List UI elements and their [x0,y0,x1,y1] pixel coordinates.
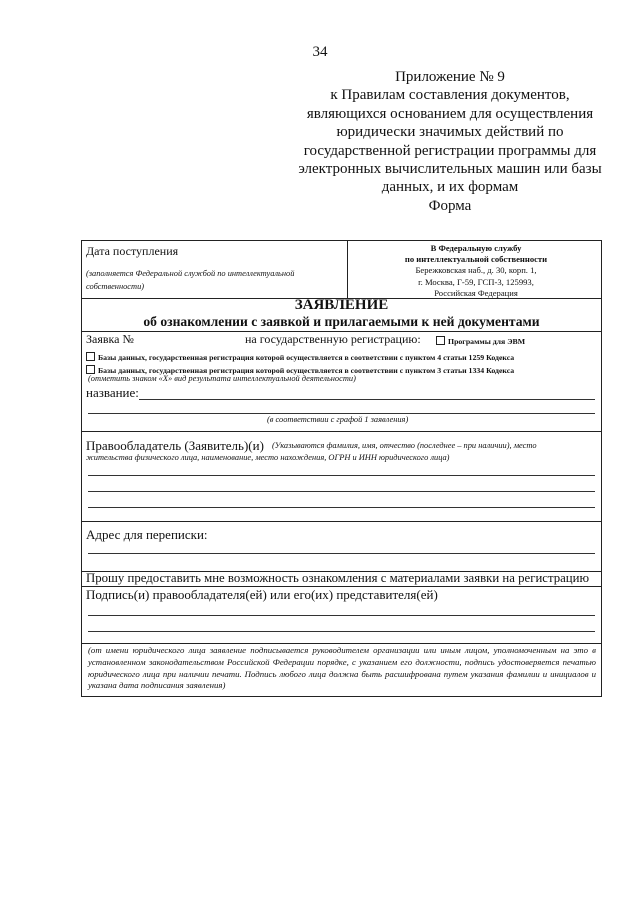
software-checkbox[interactable] [436,336,445,345]
appendix-line: юридически значимых действий по [336,124,564,141]
holder-note: жительства физического лица, наименование, место нахождения, ОГРН и ИНН юридического лица) [86,453,450,462]
appendix-line: электронных вычислительных машин или базы [298,161,602,178]
signature-note: (от имени юридического лица заявление подписывается руководителем организации или иным лицом, уполномоченным на это в установленном законодательством Российской Федерации порядке, с указанием его должности, подпись удостоверяется печатью юридического лица при наличии печати. Подпись любого лица должна быть расшифрована путем указания фамилии и инициалов и указана дата подписания заявления) [88,645,596,691]
recipient-line: по интеллектуальной собственности [404,254,548,265]
address-label: Адрес для переписки: [86,527,208,542]
name-field-line[interactable] [88,413,595,414]
appendix-line: к Правилам составления документов, [330,87,570,104]
signature-field-line[interactable] [88,615,595,616]
signature-field-line[interactable] [88,631,595,632]
address-field-line[interactable] [88,553,595,554]
appendix-line: данных, и их формам [381,179,519,196]
db-1334-option-label: Базы данных, государственная регистрация которой осуществляется в соответствии с пунктом 3 статьи 1334 Кодекса [98,366,515,375]
db-1259-checkbox[interactable] [86,352,95,361]
page-number: 34 [312,44,328,60]
appendix-header [280,68,620,215]
holder-field-line[interactable] [88,491,595,492]
db-1334-checkbox[interactable] [86,365,95,374]
recipient-line: г. Москва, Г-59, ГСП-3, 125993, [418,276,534,287]
request-text: Прошу предоставить мне возможность ознакомления с материалами заявки на регистрацию [86,571,590,585]
divider [347,241,348,298]
software-option [436,333,525,348]
recipient-line: В Федеральную службу [430,243,522,253]
registration-label: на государственную регистрацию: [245,332,421,346]
application-no-label: Заявка № [86,332,134,346]
db-1259-option-label: Базы данных, государственная регистрация которой осуществляется в соответствии с пунктом 4 статьи 1259 Кодекса [98,353,515,362]
recipient-line: Российская Федерация [434,287,518,298]
appendix-line: являющихся основанием для осуществления [306,105,594,122]
appendix-line: Приложение № 9 [395,69,505,85]
divider [82,643,601,644]
divider [82,521,601,522]
name-label: название: [86,385,139,400]
signature-label: Подпись(и) правообладателя(ей) или его(их) представителя(ей) [86,587,438,602]
software-option-label: Программы для ЭВМ [448,337,526,346]
receipt-note: (заполняется Федеральной службой по интеллектуальной [86,269,295,278]
name-field[interactable] [139,399,595,400]
name-note: (в соответствии с графой 1 заявления) [267,415,409,424]
appendix-line: государственной регистрации программы для [303,142,597,159]
form-title: ЗАЯВЛЕНИЕ [294,297,389,313]
form-label: Форма [428,197,472,214]
divider [82,431,601,432]
recipient-line: Бережковская наб., д. 30, корп. 1, [415,265,537,276]
receipt-date-label: Дата поступления [86,244,179,258]
holder-label: Правообладатель (Заявитель)(и) [86,438,264,453]
mark-note: (отметить знаком «Х» вид результата интеллектуальной деятельности) [88,374,356,383]
holder-field-line[interactable] [88,475,595,476]
form-subtitle: об ознакомлении с заявкой и прилагаемыми к ней документами [143,314,540,329]
recipient-block [350,243,602,299]
holder-note: (Указываются фамилия, имя, отчество (последнее – при наличии), место [272,441,537,450]
holder-field-line[interactable] [88,507,595,508]
application-form [81,240,602,697]
receipt-note: собственности) [86,282,145,291]
